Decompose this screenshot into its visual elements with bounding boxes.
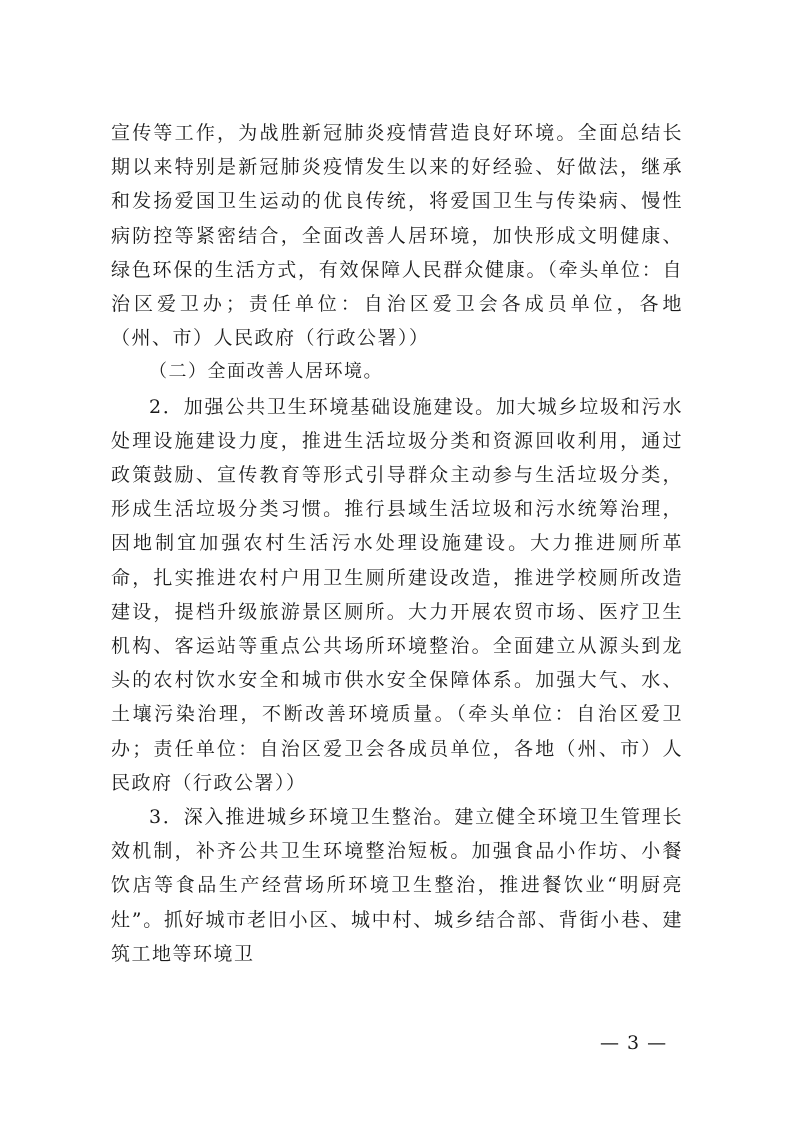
list-item-2: 2．加强公共卫生环境基础设施建设。加大城乡垃圾和污水处理设施建设力度，推进生活垃圾分类和资源回收利用，通过政策鼓励、宣传教育等形式引导群众主动参与生活垃圾分类，形成生活垃圾分类习惯。推行县域生活垃圾和污水统筹治理，因地制宜加强农村生活污水处理设施建设。大力推进厕所革命，扎实推进农村户用卫生厕所建设改造，推进学校厕所改造建设，提档升级旅游景区厕所。大力开展农贸市场、医疗卫生机构、客运站等重点公共场所环境整治。全面建立从源头到龙头的农村饮水安全和城市供水安全保障体系。加强大气、水、土壤污染治理，不断改善环境质量。（牵头单位：自治区爱卫办；责任单位：自治区爱卫会各成员单位，各地（州、市）人民政府（行政公署）） bbox=[111, 395, 683, 794]
list-item-3: 3．深入推进城乡环境卫生整治。建立健全环境卫生管理长效机制，补齐公共卫生环境整治短板。加强食品小作坊、小餐饮店等食品生产经营场所环境卫生整治，推进餐饮业“明厨亮灶”。抓好城市老旧小区、城中村、城乡结合部、背街小巷、建筑工地等环境卫 bbox=[111, 806, 683, 965]
paragraph-continuation: 宣传等工作，为战胜新冠肺炎疫情营造良好环境。全面总结长期以来特别是新冠肺炎疫情发生以来的好经验、好做法，继承和发扬爱国卫生运动的优良传统，将爱国卫生与传染病、慢性病防控等紧密结合，全面改善人居环境，加快形成文明健康、绿色环保的生活方式，有效保障人民群众健康。（牵头单位：自治区爱卫办；责任单位：自治区爱卫会各成员单位，各地（州、市）人民政府（行政公署）） bbox=[111, 122, 683, 350]
section-heading: （二）全面改善人居环境。 bbox=[149, 361, 383, 383]
document-body bbox=[111, 116, 683, 971]
page-number: — 3 — bbox=[600, 1032, 668, 1054]
